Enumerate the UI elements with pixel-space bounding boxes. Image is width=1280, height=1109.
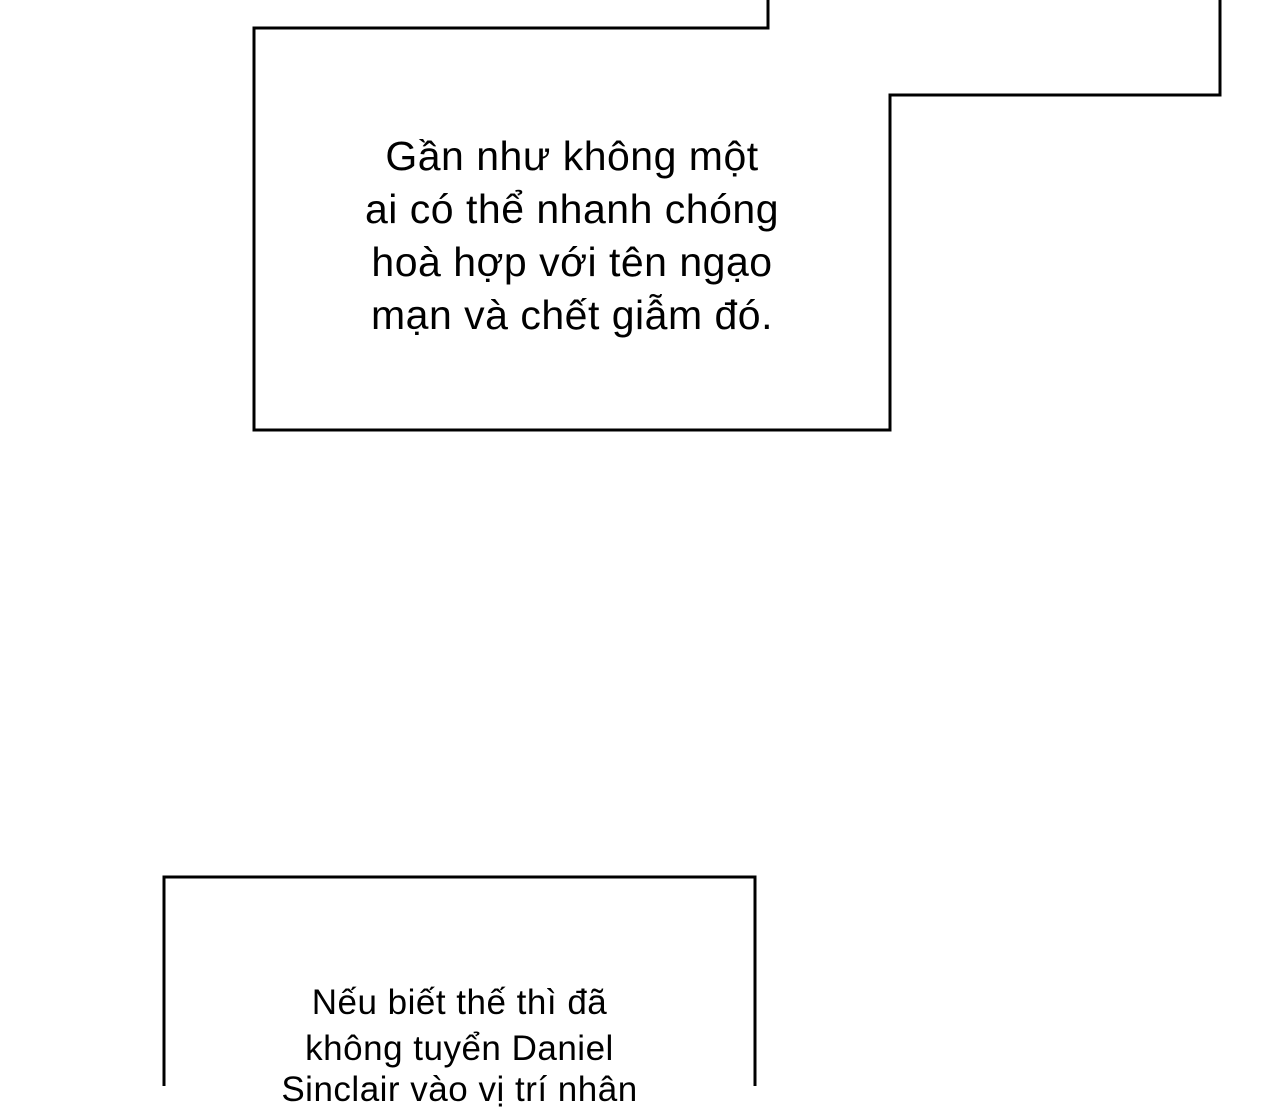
narration-line: hoà hợp với tên ngạo	[371, 239, 773, 285]
narration-box-2-text	[164, 980, 755, 1072]
narration-line: Nếu biết thế thì đã	[311, 983, 608, 1022]
narration-line-cut-off	[164, 1070, 755, 1109]
narration-line: Gần như không một	[385, 133, 759, 179]
narration-line: không tuyển Daniel	[305, 1029, 614, 1068]
narration-box-1-text	[254, 130, 890, 342]
narration-line: ai có thể nhanh chóng	[365, 186, 779, 232]
narration-line: Sinclair vào vị trí nhân	[281, 1070, 638, 1109]
narration-line: mạn và chết giẫm đó.	[371, 292, 773, 338]
